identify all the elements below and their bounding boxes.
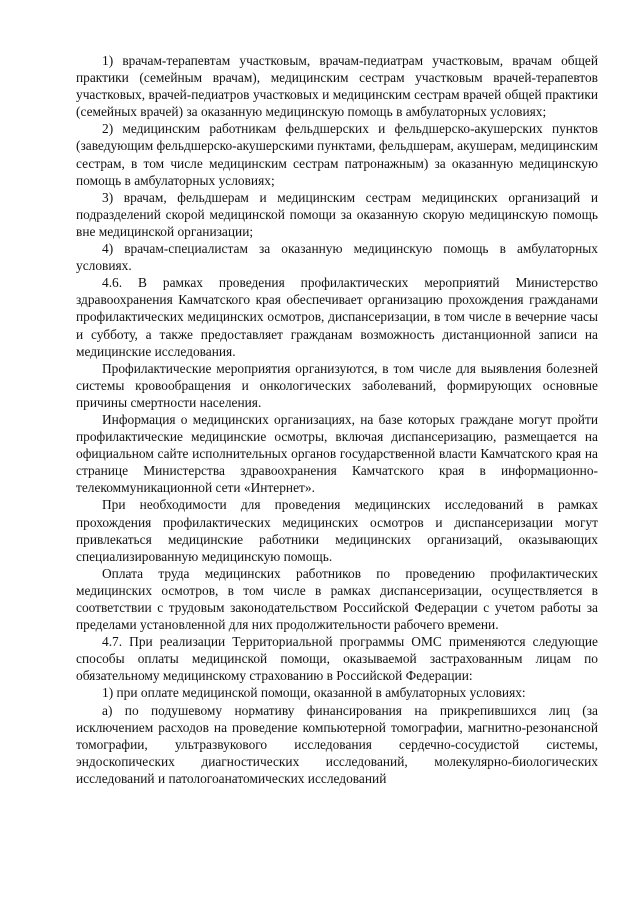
paragraph-information: Информация о медицинских организациях, на базе которых граждане могут пройти профилактические медицинские осмотры, включая диспансеризацию, размещается на официальном сайте исполнительных органов государственной власти Камчатского края на странице Министерства здравоохранения Камчатского края в информационно-телекоммуникационной сети «Интернет».: [76, 411, 598, 496]
paragraph-preventive-measures: Профилактические мероприятия организуются, в том числе для выявления болезней системы кровообращения и онкологических заболеваний, формирующих основные причины смертности населения.: [76, 360, 598, 410]
paragraph-section-4-7: 4.7. При реализации Территориальной программы ОМС применяются следующие способы оплаты медицинской помощи, оказываемой застрахованным лицам по обязательному медицинскому страхованию в Российской Федерации:: [76, 634, 598, 684]
paragraph-section-4-6: 4.6. В рамках проведения профилактических мероприятий Министерство здравоохранения Камчатского края обеспечивает организацию прохождения гражданами профилактических медицинских осмотров, диспансеризации, в том числе в вечерние часы и субботу, а также предоставляет гражданам возможность дистанционной записи на медицинские исследования.: [76, 275, 598, 359]
paragraph-remuneration: Оплата труда медицинских работников по проведению профилактических медицинских осмотров, в том числе в рамках диспансеризации, осуществляется в соответствии с трудовым законодательством Российской Федерации с учетом работы за пределами установленной для них продолжительности рабочего времени.: [76, 565, 598, 633]
paragraph-outpatient-payment: 1) при оплате медицинской помощи, оказанной в амбулаторных условиях:: [102, 685, 526, 701]
paragraph-capitation: а) по подушевому нормативу финансирования на прикрепившихся лиц (за исключением расходов на проведение компьютерной томографии, магнитно-резонансной томографии, ультразвукового исследования сердечно-сосудистой системы, эндоскопических диагностических исследований, молекулярно-биологических исследований и патологоанатомических исследований: [76, 702, 598, 786]
paragraph-item-3: 3) врачам, фельдшерам и медицинским сестрам медицинских организаций и подразделений скорой медицинской помощи за оказанную скорую медицинскую помощь вне медицинской организации;: [76, 189, 598, 239]
paragraph-item-2: 2) медицинским работникам фельдшерских и фельдшерско-акушерских пунктов (заведующим фельдшерско-акушерскими пунктами, фельдшерам, акушерам, медицинским сестрам, в том числе медицинским сестрам патронажным) за оказанную медицинскую помощь в амбулаторных условиях;: [76, 121, 598, 188]
paragraph-item-4: 4) врачам-специалистам за оказанную медицинскую помощь в амбулаторных условиях.: [76, 241, 598, 274]
paragraph-specialists: При необходимости для проведения медицинских исследований в рамках прохождения профилактических медицинских осмотров и диспансеризации могут привлекаться медицинские работники медицинских организаций, оказывающих специализированную медицинскую помощь.: [76, 497, 598, 564]
document-page: [76, 52, 598, 787]
paragraph-item-1: 1) врачам-терапевтам участковым, врачам-педиатрам участковым, врачам общей практики (семейным врачам), медицинским сестрам участковым врачей-терапевтов участковых, врачей-педиатров участковых и медицинским сестрам врачей общей практики (семейных врачей) за оказанную медицинскую помощь в амбулаторных условиях;: [76, 53, 598, 120]
